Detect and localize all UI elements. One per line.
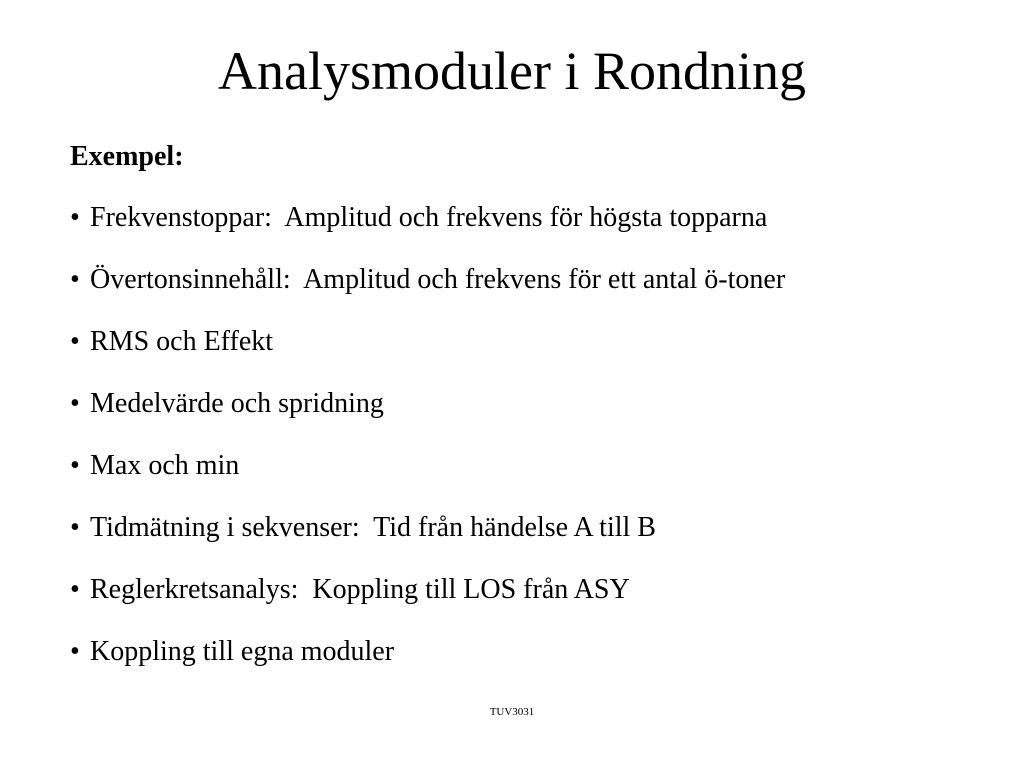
bullet-text: Frekvenstoppar: Amplitud och frekvens för högsta topparna [90, 202, 768, 233]
bullet-item-reglerkretsanalys [70, 571, 785, 609]
bullet-text: Övertonsinnehåll: Amplitud och frekvens för ett antal ö-toner [90, 264, 786, 295]
bullet-item-medelvarde [70, 385, 785, 423]
bullet-icon: • [70, 388, 80, 419]
bullet-text: Max och min [90, 450, 240, 481]
bullet-item-max-min [70, 447, 785, 485]
bullet-list [70, 199, 785, 695]
bullet-text: Medelvärde och spridning [90, 388, 384, 419]
bullet-icon: • [70, 450, 80, 481]
bullet-item-overtonsinnehall [70, 261, 785, 299]
bullet-icon: • [70, 512, 80, 543]
bullet-text: Tidmätning i sekvenser: Tid från händelse A till B [90, 512, 656, 543]
bullet-item-frekvenstoppar [70, 199, 785, 237]
bullet-icon: • [70, 636, 80, 667]
bullet-icon: • [70, 574, 80, 605]
bullet-item-tidmatning [70, 509, 785, 547]
slide-title: Analysmoduler i Rondning [218, 41, 806, 101]
bullet-item-egna-moduler [70, 633, 785, 671]
bullet-icon: • [70, 264, 80, 295]
bullet-icon: • [70, 326, 80, 357]
bullet-text: Koppling till egna moduler [90, 636, 395, 667]
bullet-text: RMS och Effekt [90, 326, 274, 357]
bullet-text: Reglerkretsanalys: Koppling till LOS från ASY [90, 574, 630, 605]
slide-footer: TUV3031 [489, 706, 535, 718]
examples-heading: Exempel: [70, 141, 184, 172]
bullet-item-rms [70, 323, 785, 361]
bullet-icon: • [70, 202, 80, 233]
